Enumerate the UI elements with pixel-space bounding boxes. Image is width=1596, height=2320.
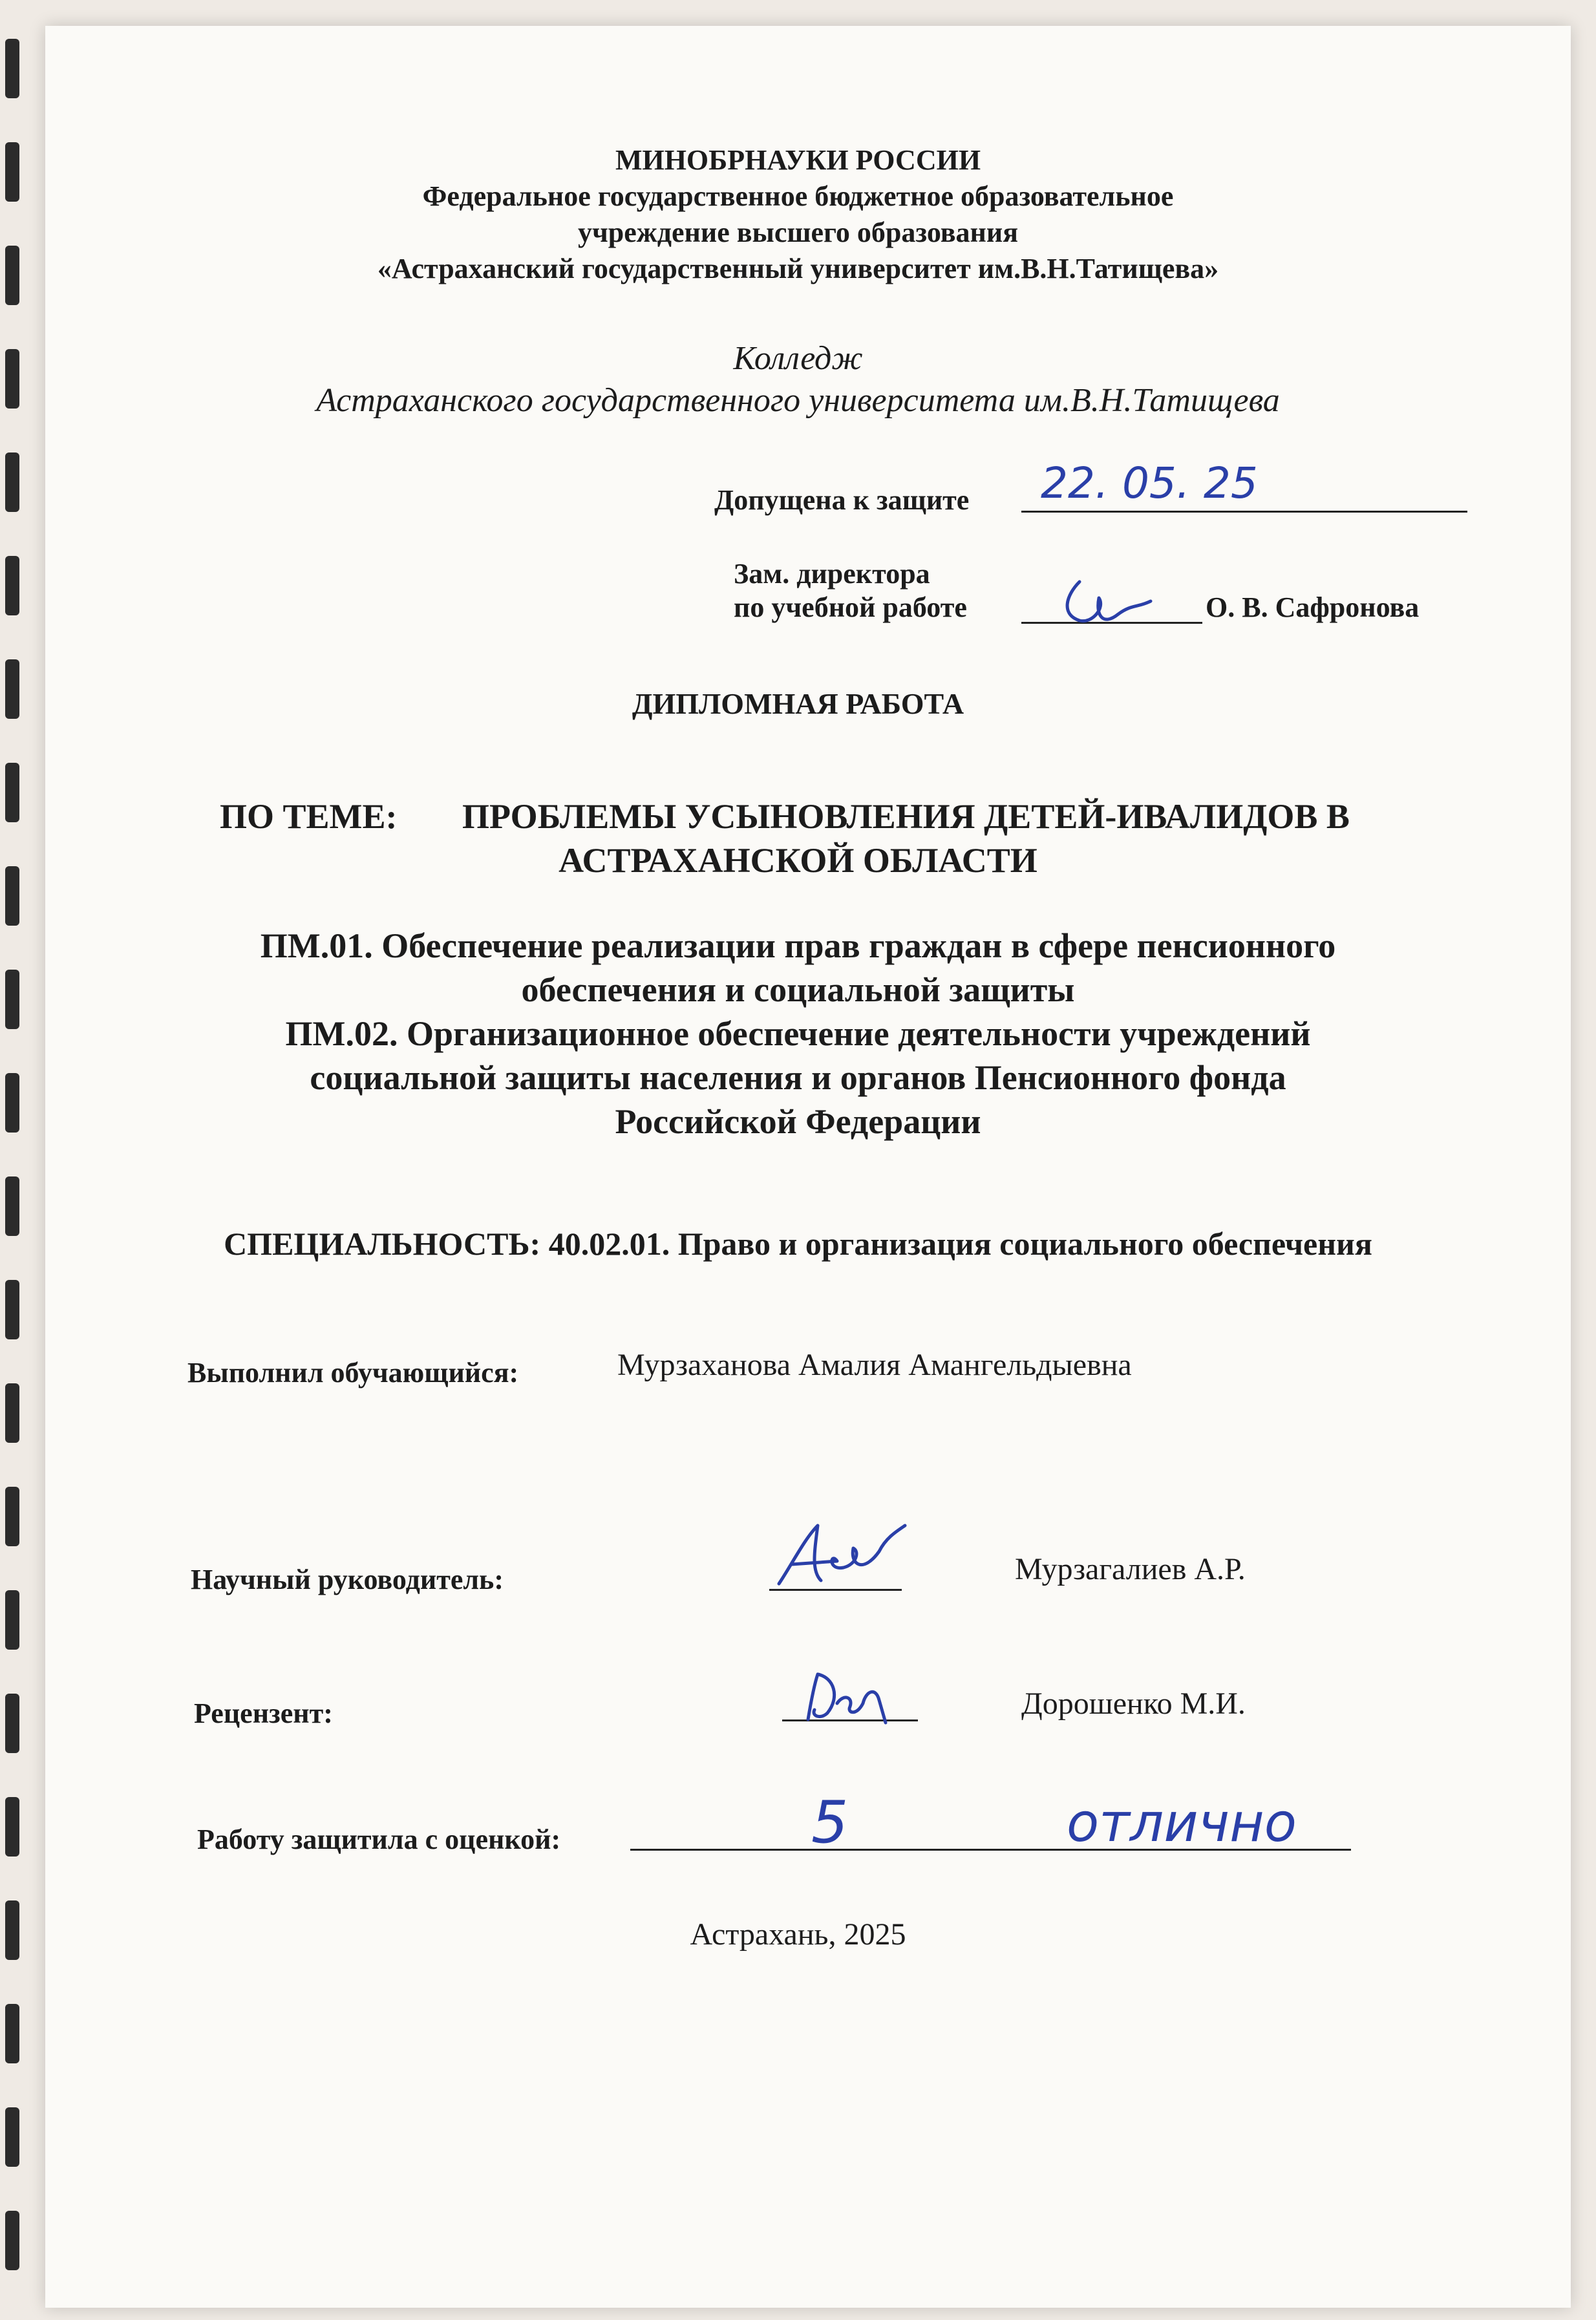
module-2-line-3: Российской Федерации [615, 1102, 981, 1141]
student-label: Выполнил обучающийся: [187, 1357, 519, 1389]
specialty: СПЕЦИАЛЬНОСТЬ: 40.02.01. Право и организация социального обеспечения [224, 1226, 1372, 1262]
supervisor-label: Научный руководитель: [191, 1564, 504, 1595]
binder-ring [5, 452, 19, 512]
svg-text:5: 5 [811, 1789, 849, 1855]
binder-ring [5, 1280, 19, 1339]
module-1-line-2: обеспечения и социальной защиты [521, 970, 1075, 1009]
college-line-2: Астраханского государственного университета им.В.Н.Татищева [316, 382, 1280, 419]
work-type: ДИПЛОМНАЯ РАБОТА [632, 687, 964, 720]
supervisor-signature [766, 1513, 915, 1597]
topic-line-1: ПРОБЛЕМЫ УСЫНОВЛЕНИЯ ДЕТЕЙ-ИВАЛИДОВ В [462, 797, 1350, 836]
svg-text:22. 05. 25: 22. 05. 25 [1041, 458, 1258, 508]
binder-ring [5, 1797, 19, 1857]
binder-ring [5, 1487, 19, 1546]
binder-ring [5, 1694, 19, 1753]
binder-ring [5, 2107, 19, 2167]
grade-label: Работу защитила с оценкой: [197, 1824, 561, 1855]
institution-line-1: Федеральное государственное бюджетное образовательное [422, 180, 1174, 212]
topic-line-2: АСТРАХАНСКОЙ ОБЛАСТИ [559, 841, 1037, 880]
institution-line-2: учреждение высшего образования [577, 217, 1018, 248]
university-name: «Астраханский государственный университет им.В.Н.Татищева» [377, 253, 1219, 284]
binder-ring [5, 2004, 19, 2063]
topic-label: ПО ТЕМЕ: [220, 797, 398, 836]
deputy-title-line-1: Зам. директора [734, 558, 930, 590]
module-2-line-2: социальной защиты населения и органов Пенсионного фонда [310, 1058, 1286, 1097]
supervisor-name: Мурзагалиев А.Р. [1015, 1552, 1246, 1586]
admitted-date-handwritten [1034, 446, 1370, 517]
deputy-title-line-2: по учебной работе [734, 591, 967, 623]
reviewer-name: Дорошенко М.И. [1021, 1687, 1246, 1721]
binder-ring [5, 556, 19, 615]
binder-ring [5, 1590, 19, 1650]
grade-value-handwritten [795, 1784, 873, 1855]
binder-ring [5, 39, 19, 98]
student-name: Мурзаханова Амалия Амангельдыевна [617, 1348, 1132, 1382]
deputy-name: О. В. Сафронова [1206, 591, 1420, 623]
city-year: Астрахань, 2025 [690, 1917, 906, 1952]
binder-ring [5, 763, 19, 822]
binder-ring [5, 2211, 19, 2270]
reviewer-label: Рецензент: [194, 1697, 333, 1729]
reviewer-signature [789, 1665, 918, 1729]
ministry-heading: МИНОБРНАУКИ РОССИИ [615, 144, 981, 176]
college-line-1: Колледж [733, 340, 863, 377]
binder-ring [5, 1383, 19, 1443]
grade-word-handwritten [1060, 1784, 1332, 1855]
module-1-line-1: ПМ.01. Обеспечение реализации прав граждан в сфере пенсионного [260, 926, 1336, 965]
svg-text:отлично: отлично [1067, 1793, 1297, 1854]
admitted-label: Допущена к защите [714, 484, 970, 516]
module-2-line-1: ПМ.02. Организационное обеспечение деятельности учреждений [285, 1014, 1311, 1053]
deputy-signature [1041, 569, 1170, 640]
